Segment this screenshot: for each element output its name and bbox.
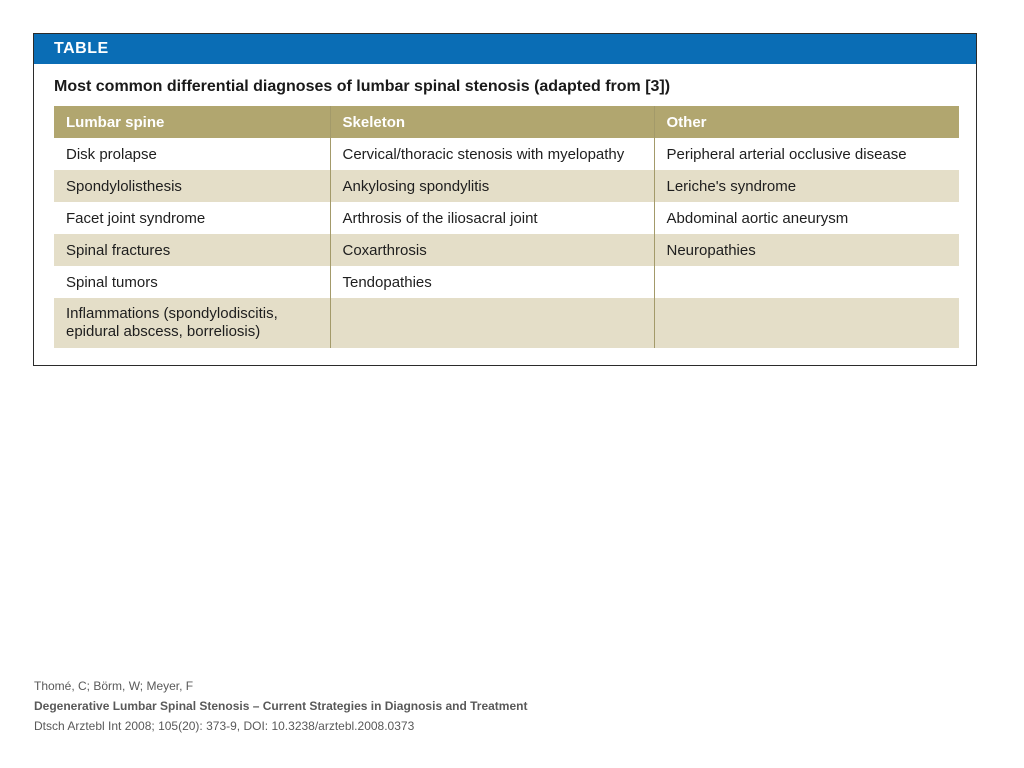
table-cell: Inflammations (spondylodiscitis, epidural abscess, borreliosis)	[54, 298, 330, 348]
citation	[34, 676, 527, 736]
table-row	[54, 138, 959, 170]
column-header-other: Other	[654, 106, 959, 138]
table-cell	[330, 298, 654, 348]
differential-diagnoses-table	[54, 106, 959, 348]
citation-source: Dtsch Arztebl Int 2008; 105(20): 373-9, DOI: 10.3238/arztebl.2008.0373	[34, 719, 415, 733]
table-cell: Leriche's syndrome	[654, 170, 959, 202]
table-row	[54, 234, 959, 266]
table-figure	[33, 33, 977, 366]
table-banner: TABLE	[34, 34, 976, 64]
table-cell: Arthrosis of the iliosacral joint	[330, 202, 654, 234]
table-cell: Cervical/thoracic stenosis with myelopathy	[330, 138, 654, 170]
table-row	[54, 266, 959, 298]
table-cell: Peripheral arterial occlusive disease	[654, 138, 959, 170]
table-row	[54, 170, 959, 202]
table-header-row	[54, 106, 959, 138]
table-caption: Most common differential diagnoses of lumbar spinal stenosis (adapted from [3])	[54, 78, 671, 95]
table-cell: Disk prolapse	[66, 145, 157, 163]
citation-authors: Thomé, C; Börm, W; Meyer, F	[34, 679, 194, 693]
citation-title: Degenerative Lumbar Spinal Stenosis – Current Strategies in Diagnosis and Treatment	[34, 699, 528, 713]
table-row	[54, 202, 959, 234]
table-row	[54, 298, 959, 348]
table-cell: Facet joint syndrome	[66, 209, 206, 227]
table-cell: Abdominal aortic aneurysm	[654, 202, 959, 234]
table-cell: Ankylosing spondylitis	[330, 170, 654, 202]
table-cell: Spinal tumors	[66, 273, 158, 291]
table-cell: Spondylolisthesis	[54, 170, 330, 202]
table-cell	[654, 298, 959, 348]
table-cell: Coxarthrosis	[330, 234, 654, 266]
table-cell: Tendopathies	[330, 266, 654, 298]
column-header-skeleton: Skeleton	[330, 106, 654, 138]
table-cell: Spinal fractures	[54, 234, 330, 266]
table-cell	[654, 266, 959, 298]
table-cell: Neuropathies	[654, 234, 959, 266]
column-header-lumbar-spine: Lumbar spine	[54, 106, 330, 138]
